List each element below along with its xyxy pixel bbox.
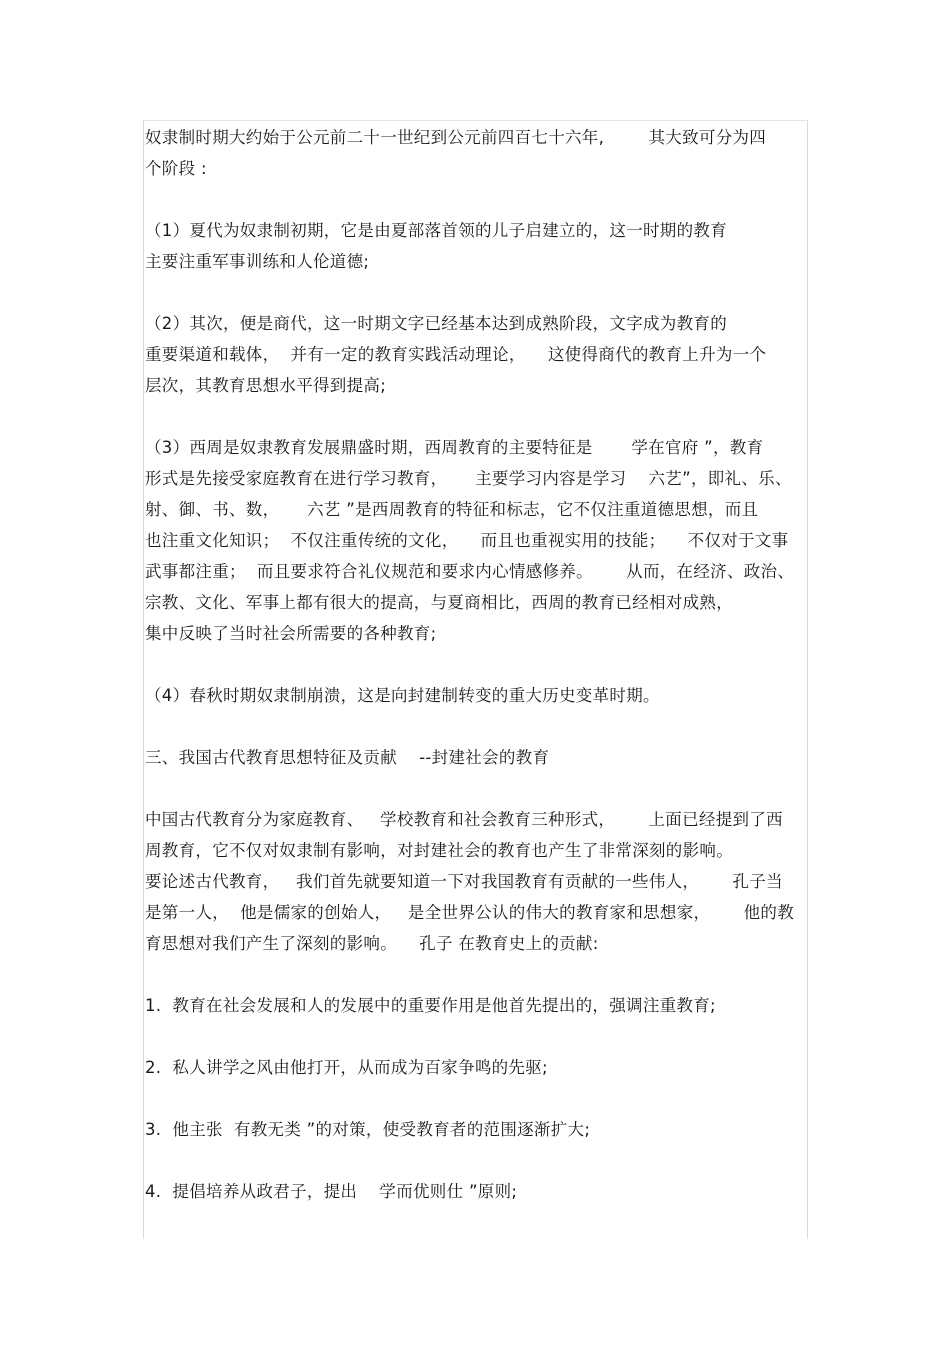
stage-3-paragraph (145, 432, 808, 649)
paragraph-spacer (145, 773, 808, 804)
confucius-paragraph (145, 804, 808, 959)
text-line: 武事都注重； 而且要求符合礼仪规范和要求内心情感修养。 从而，在经济、政治、 (145, 562, 795, 581)
text-line: 个阶段 : (145, 159, 207, 178)
intro-paragraph (145, 122, 808, 184)
text-line: 主要注重军事训练和人伦道德; (145, 252, 370, 271)
stage-4-paragraph (145, 680, 808, 711)
text-line: 集中反映了当时社会所需要的各种教育; (145, 624, 437, 643)
list-item: 2. 私人讲学之风由他打开，从而成为百家争鸣的先驱; (145, 1058, 548, 1077)
paragraph-spacer (145, 649, 808, 680)
text-line: 要论述古代教育， 我们首先就要知道一下对我国教育有贡献的一些伟人， 孔子当 (145, 872, 783, 891)
paragraph-spacer (145, 184, 808, 215)
stage-1-paragraph (145, 215, 808, 277)
text-line: 育思想对我们产生了深刻的影响。 孔子 在教育史上的贡献: (145, 934, 599, 953)
list-item: 4. 提倡培养从政君子，提出 学而优则仕 ”原则; (145, 1182, 518, 1201)
text-line: 层次，其教育思想水平得到提高; (145, 376, 387, 395)
text-line: 射、御、书、数， 六艺 ”是西周教育的特征和标志，它不仅注重道德思想，而且 (145, 500, 759, 519)
text-line: 是第一人， 他是儒家的创始人， 是全世界公认的伟大的教育家和思想家， 他的教 (145, 903, 794, 922)
text-line: （3）西周是奴隶教育发展鼎盛时期，西周教育的主要特征是 学在官府 ”，教育 (145, 438, 764, 457)
text-line: 奴隶制时期大约始于公元前二十一世纪到公元前四百七十六年, 其大致可分为四 (145, 128, 767, 147)
document-body (145, 122, 808, 1207)
paragraph-spacer (145, 1083, 808, 1114)
text-line: （4）春秋时期奴隶制崩溃，这是向封建制转变的重大历史变革时期。 (145, 686, 660, 705)
paragraph-spacer (145, 401, 808, 432)
text-line: 周教育，它不仅对奴隶制有影响，对封建社会的教育也产生了非常深刻的影响。 (145, 841, 733, 860)
paragraph-spacer (145, 959, 808, 990)
text-line: 中国古代教育分为家庭教育、 学校教育和社会教育三种形式， 上面已经提到了西 (145, 810, 783, 829)
section-heading: 三、我国古代教育思想特征及贡献 --封建社会的教育 (145, 748, 550, 767)
list-item: 3. 他主张 有教无类 ”的对策，使受教育者的范围逐渐扩大; (145, 1120, 591, 1139)
text-line: （1）夏代为奴隶制初期，它是由夏部落首领的儿子启建立的，这一时期的教育 (145, 221, 727, 240)
text-line: 宗教、文化、军事上都有很大的提高，与夏商相比，西周的教育已经相对成熟， (145, 593, 733, 612)
list-item: 1. 教育在社会发展和人的发展中的重要作用是他首先提出的，强调注重教育; (145, 996, 716, 1015)
stage-2-paragraph (145, 308, 808, 401)
text-line: 形式是先接受家庭教育在进行学习教育， 主要学习内容是学习 六艺”，即礼、乐、 (145, 469, 792, 488)
text-line: 也注重文化知识； 不仅注重传统的文化， 而且也重视实用的技能； 不仅对于文事 (145, 531, 789, 550)
paragraph-spacer (145, 277, 808, 308)
paragraph-spacer (145, 1145, 808, 1176)
text-line: （2）其次，便是商代，这一时期文字已经基本达到成熟阶段，文字成为教育的 (145, 314, 727, 333)
paragraph-spacer (145, 1021, 808, 1052)
text-line: 重要渠道和载体， 并有一定的教育实践活动理论， 这使得商代的教育上升为一个 (145, 345, 767, 364)
paragraph-spacer (145, 711, 808, 742)
